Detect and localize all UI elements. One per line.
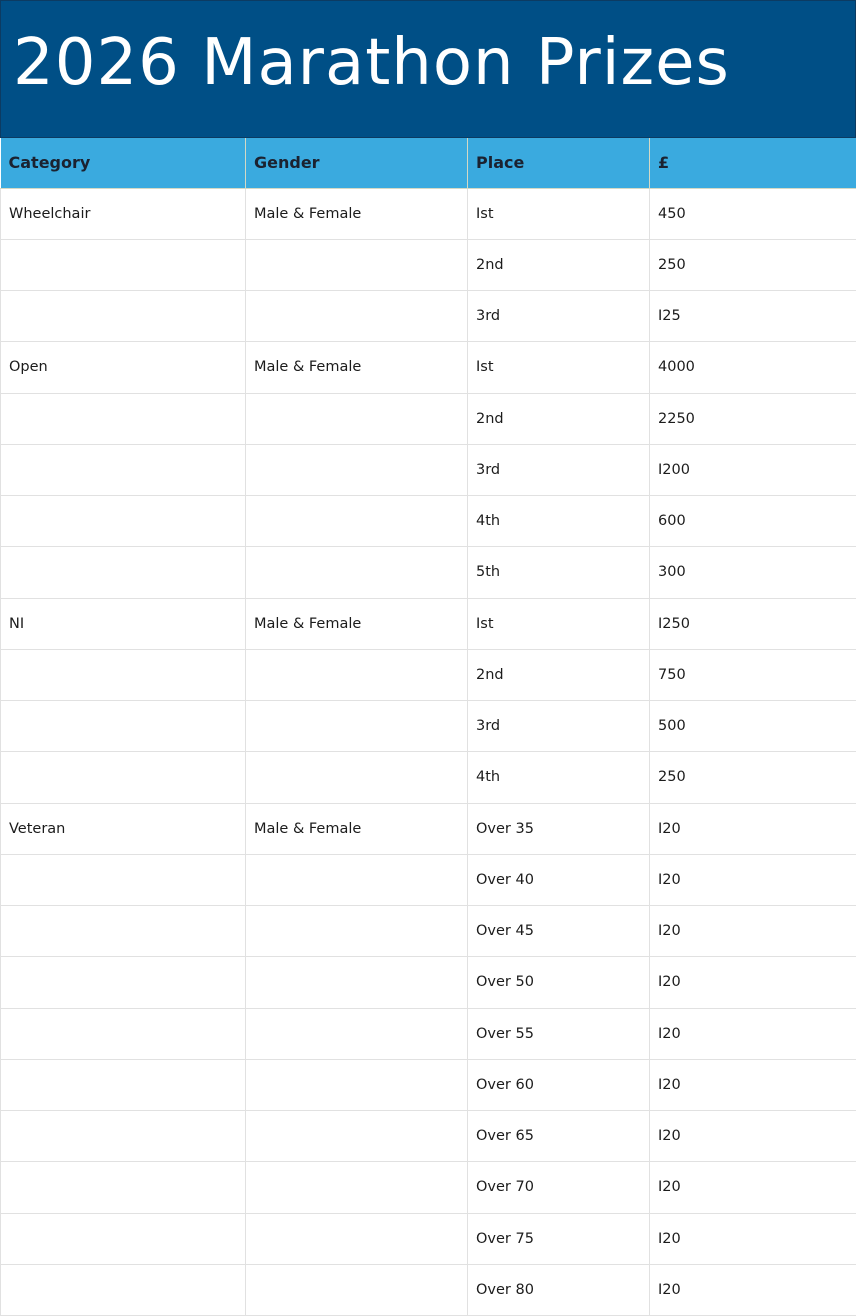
cell-place: Over 40: [468, 854, 650, 905]
cell-category: [1, 957, 246, 1008]
cell-category: [1, 1111, 246, 1162]
cell-category: [1, 854, 246, 905]
column-header-gender: Gender: [246, 138, 468, 188]
cell-gender: [246, 649, 468, 700]
table-row: [1, 1213, 856, 1264]
cell-category: [1, 1162, 246, 1213]
cell-category: [1, 547, 246, 598]
cell-amount: I200: [650, 444, 856, 495]
cell-gender: [246, 1264, 468, 1315]
table-row: [1, 547, 856, 598]
cell-amount: 2250: [650, 393, 856, 444]
cell-gender: Male & Female: [246, 598, 468, 649]
cell-place: Ist: [468, 188, 650, 239]
cell-gender: [246, 1008, 468, 1059]
table-row: [1, 444, 856, 495]
cell-place: 4th: [468, 496, 650, 547]
cell-amount: 250: [650, 239, 856, 290]
cell-amount: I25: [650, 291, 856, 342]
cell-gender: [246, 444, 468, 495]
table-row: [1, 649, 856, 700]
cell-category: [1, 1059, 246, 1110]
cell-gender: Male & Female: [246, 342, 468, 393]
cell-category: [1, 444, 246, 495]
cell-place: Over 35: [468, 803, 650, 854]
cell-place: Over 75: [468, 1213, 650, 1264]
page-title: 2026 Marathon Prizes: [13, 26, 730, 100]
cell-amount: I20: [650, 1213, 856, 1264]
cell-gender: [246, 393, 468, 444]
table-row: [1, 854, 856, 905]
cell-amount: 300: [650, 547, 856, 598]
cell-category: [1, 1008, 246, 1059]
cell-gender: [246, 1059, 468, 1110]
cell-amount: I20: [650, 1111, 856, 1162]
table-row: [1, 496, 856, 547]
table-row: [1, 906, 856, 957]
cell-place: 5th: [468, 547, 650, 598]
cell-category: Wheelchair: [1, 188, 246, 239]
cell-place: 4th: [468, 752, 650, 803]
cell-amount: 600: [650, 496, 856, 547]
cell-gender: [246, 957, 468, 1008]
cell-gender: [246, 291, 468, 342]
cell-category: Open: [1, 342, 246, 393]
prizes-table: [0, 138, 856, 1316]
cell-gender: [246, 239, 468, 290]
table-row: [1, 803, 856, 854]
table-row: [1, 1111, 856, 1162]
table-body: [1, 188, 856, 1316]
table-row: [1, 393, 856, 444]
cell-gender: [246, 496, 468, 547]
cell-place: Over 60: [468, 1059, 650, 1110]
table-row: [1, 752, 856, 803]
cell-place: Over 70: [468, 1162, 650, 1213]
title-banner: [0, 0, 856, 138]
cell-place: Over 50: [468, 957, 650, 1008]
column-header-place: Place: [468, 138, 650, 188]
cell-gender: [246, 547, 468, 598]
cell-amount: 750: [650, 649, 856, 700]
cell-place: Over 80: [468, 1264, 650, 1315]
cell-amount: I250: [650, 598, 856, 649]
cell-category: [1, 649, 246, 700]
cell-place: Ist: [468, 598, 650, 649]
cell-place: 3rd: [468, 701, 650, 752]
cell-gender: Male & Female: [246, 188, 468, 239]
cell-place: 2nd: [468, 239, 650, 290]
table-row: [1, 598, 856, 649]
cell-place: Over 55: [468, 1008, 650, 1059]
cell-place: 2nd: [468, 393, 650, 444]
cell-amount: I20: [650, 906, 856, 957]
cell-category: [1, 906, 246, 957]
table-row: [1, 291, 856, 342]
table-row: [1, 239, 856, 290]
cell-category: [1, 291, 246, 342]
cell-category: Veteran: [1, 803, 246, 854]
cell-gender: [246, 906, 468, 957]
cell-amount: I20: [650, 1008, 856, 1059]
table-row: [1, 1059, 856, 1110]
cell-category: [1, 1213, 246, 1264]
cell-gender: [246, 1213, 468, 1264]
cell-gender: [246, 752, 468, 803]
cell-category: [1, 496, 246, 547]
table-row: [1, 1162, 856, 1213]
cell-place: 3rd: [468, 444, 650, 495]
table-row: [1, 957, 856, 1008]
table-row: [1, 1008, 856, 1059]
cell-place: Ist: [468, 342, 650, 393]
cell-gender: [246, 701, 468, 752]
cell-amount: 500: [650, 701, 856, 752]
cell-amount: I20: [650, 1059, 856, 1110]
table-row: [1, 701, 856, 752]
cell-amount: I20: [650, 854, 856, 905]
column-header-category: Category: [1, 138, 246, 188]
cell-place: Over 45: [468, 906, 650, 957]
cell-place: Over 65: [468, 1111, 650, 1162]
table-row: [1, 1264, 856, 1315]
header-row: [1, 138, 856, 188]
cell-amount: I20: [650, 1162, 856, 1213]
cell-gender: [246, 1162, 468, 1213]
table-row: [1, 188, 856, 239]
cell-place: 3rd: [468, 291, 650, 342]
table-row: [1, 342, 856, 393]
cell-amount: 250: [650, 752, 856, 803]
cell-category: NI: [1, 598, 246, 649]
table-header: [1, 138, 856, 188]
cell-amount: I20: [650, 1264, 856, 1315]
cell-category: [1, 701, 246, 752]
cell-category: [1, 752, 246, 803]
cell-category: [1, 239, 246, 290]
column-header-amount: £: [650, 138, 856, 188]
cell-place: 2nd: [468, 649, 650, 700]
cell-amount: 4000: [650, 342, 856, 393]
cell-amount: 450: [650, 188, 856, 239]
cell-category: [1, 393, 246, 444]
cell-amount: I20: [650, 957, 856, 1008]
cell-gender: [246, 1111, 468, 1162]
cell-category: [1, 1264, 246, 1315]
cell-gender: [246, 854, 468, 905]
cell-gender: Male & Female: [246, 803, 468, 854]
cell-amount: I20: [650, 803, 856, 854]
